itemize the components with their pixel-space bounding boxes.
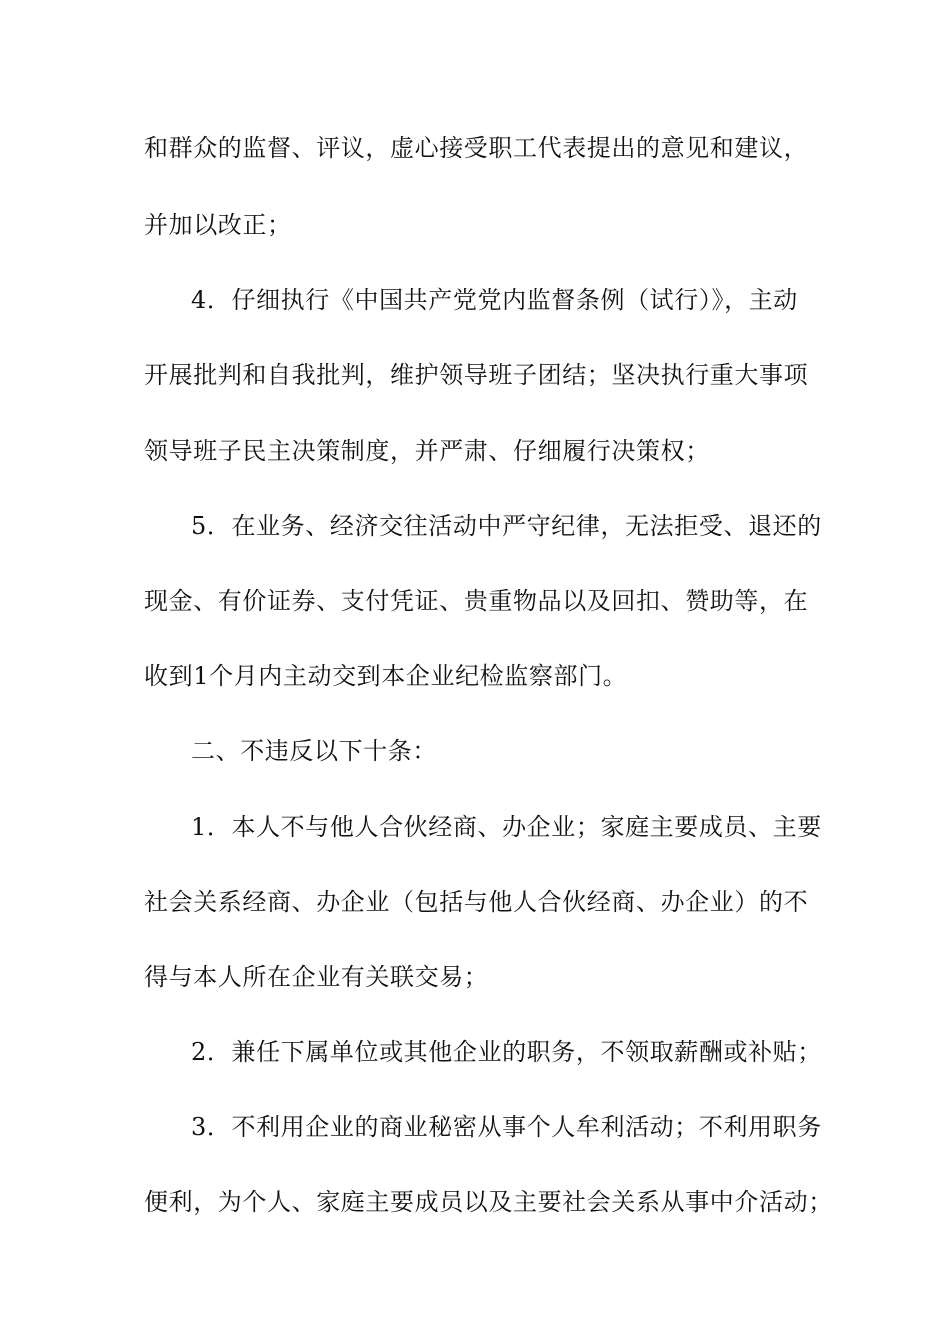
text-line: 3．不利用企业的商业秘密从事个人牟利活动；不利用职务 xyxy=(191,1113,822,1141)
text-line: 开展批判和自我批判，维护领导班子团结；坚决执行重大事项 xyxy=(144,361,809,389)
text-line: 得与本人所在企业有关联交易； xyxy=(144,963,489,991)
text-line: 社会关系经商、办企业（包括与他人合伙经商、办企业）的不 xyxy=(144,888,809,916)
text-line: 2．兼任下属单位或其他企业的职务，不领取薪酬或补贴； xyxy=(191,1038,822,1066)
text-line: 4．仔细执行《中国共产党党内监督条例（试行）》，主动 xyxy=(191,286,798,314)
text-line: 并加以改正； xyxy=(144,211,292,239)
text-line: 现金、有价证券、支付凭证、贵重物品以及回扣、赞助等，在 xyxy=(144,587,809,615)
text-line: 5．在业务、经济交往活动中严守纪律，无法拒受、退还的 xyxy=(191,512,822,540)
text-line: 和群众的监督、评议，虚心接受职工代表提出的意见和建议， xyxy=(144,134,809,162)
section-heading: 二、不违反以下十条： xyxy=(191,737,437,765)
text-line: 领导班子民主决策制度，并严肃、仔细履行决策权； xyxy=(144,437,710,465)
text-line: 收到1个月内主动交到本企业纪检监察部门。 xyxy=(144,662,628,690)
text-line: 1．本人不与他人合伙经商、办企业；家庭主要成员、主要 xyxy=(191,813,822,841)
text-line: 便利，为个人、家庭主要成员以及主要社会关系从事中介活动； xyxy=(144,1188,833,1216)
